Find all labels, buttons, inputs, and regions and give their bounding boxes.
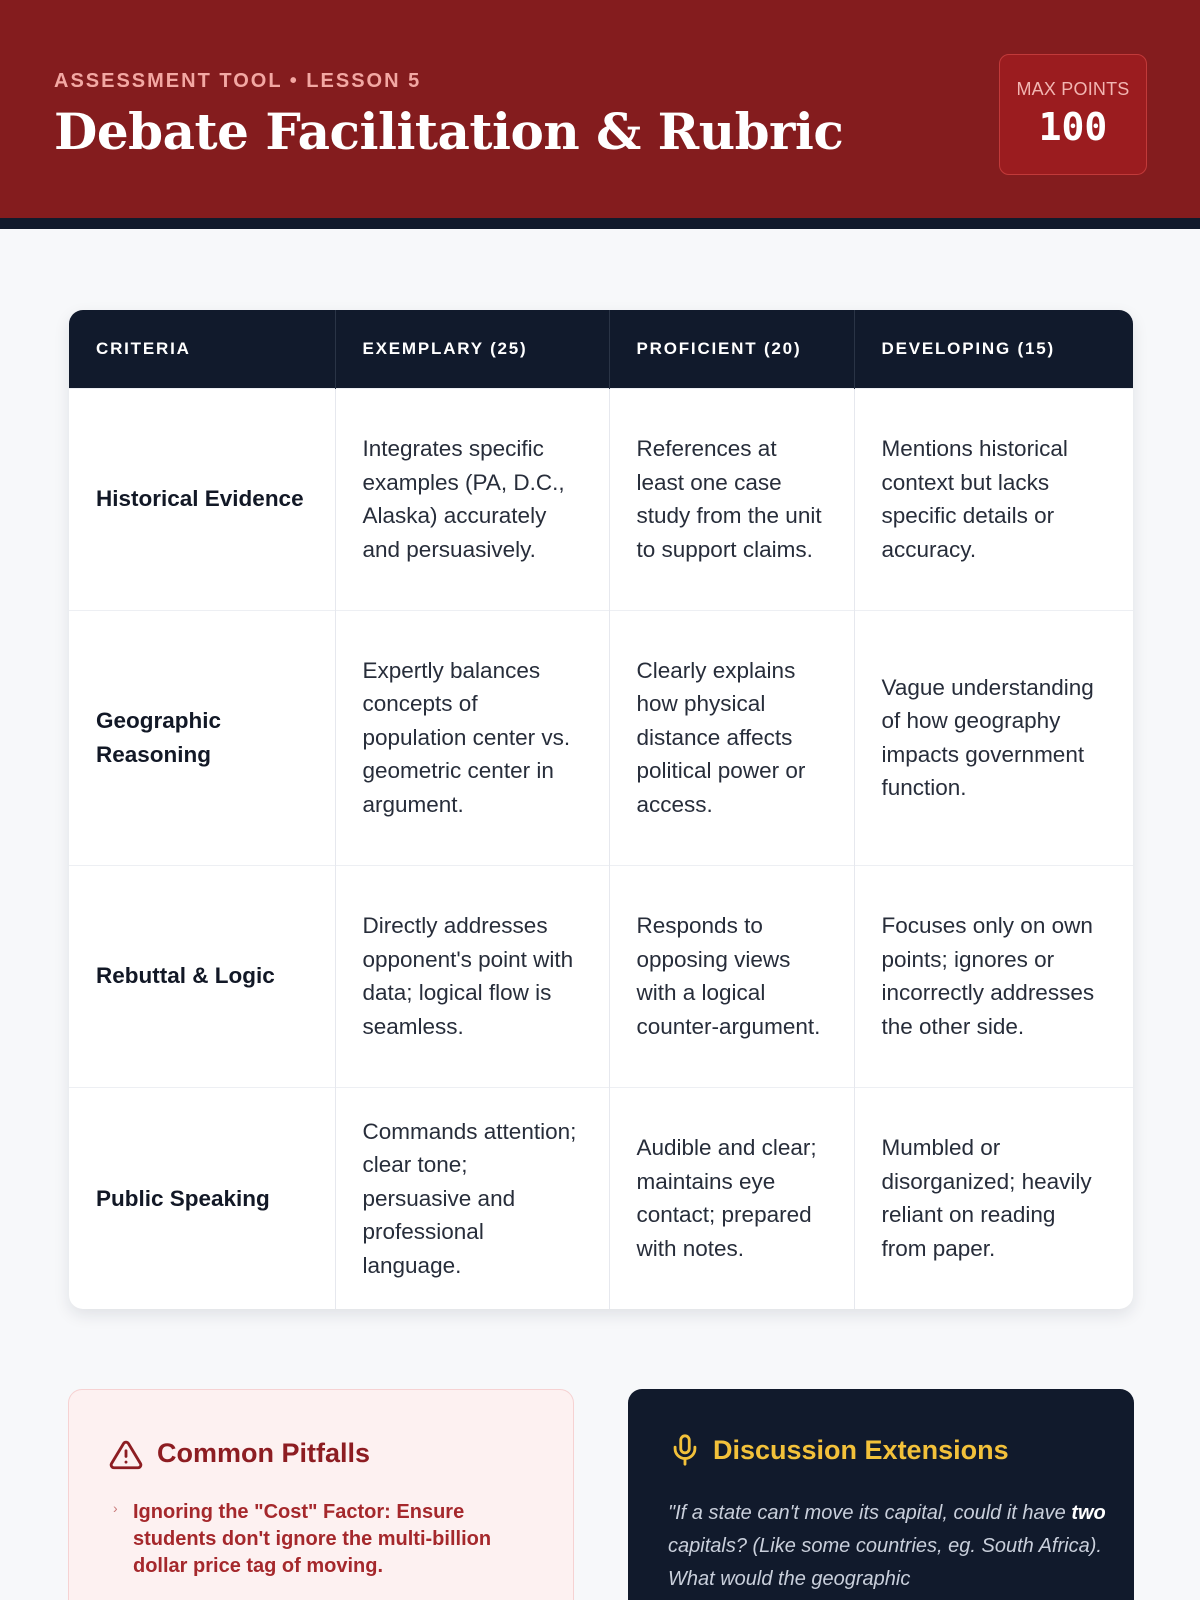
- max-points-label: MAX POINTS: [1016, 79, 1130, 99]
- rubric-row: [69, 610, 1133, 865]
- column-header-developing: DEVELOPING (15): [881, 338, 1055, 358]
- column-header-criteria: CRITERIA: [69, 310, 335, 388]
- criteria-cell: Rebuttal & Logic: [69, 865, 335, 1087]
- common-pitfalls-card: [68, 1389, 574, 1600]
- criteria-cell: Public Speaking: [69, 1087, 335, 1309]
- page-header: [0, 0, 1200, 229]
- warning-triangle-icon: [109, 1438, 143, 1472]
- quote-text-after: capitals? (Like some countries, eg. South Africa). What would the geographic: [668, 1535, 1102, 1590]
- criteria-cell: Geographic Reasoning: [69, 610, 335, 865]
- microphone-icon: [668, 1433, 702, 1467]
- exemplary-cell: Directly addresses opponent's point with data; logical flow is seamless.: [335, 865, 609, 1087]
- exemplary-cell: Integrates specific examples (PA, D.C., Alaska) accurately and persuasively.: [335, 388, 609, 610]
- pitfall-item: [113, 1499, 533, 1580]
- proficient-cell: Audible and clear; maintains eye contact; prepared with notes.: [609, 1087, 854, 1309]
- rubric-row: [69, 1087, 1133, 1309]
- developing-cell: Mumbled or disorganized; heavily reliant on reading from paper.: [854, 1087, 1133, 1309]
- proficient-cell: References at least one case study from the unit to support claims.: [609, 388, 854, 610]
- rubric-table-card: [69, 310, 1133, 1309]
- max-points-badge: [999, 54, 1147, 175]
- quote-text-before: "If a state can't move its capital, could it have: [668, 1502, 1072, 1524]
- page-title: Debate Facilitation & Rubric: [54, 102, 844, 161]
- quote-emphasis: two: [1071, 1502, 1106, 1524]
- rubric-table: [69, 310, 1133, 1309]
- chevron-right-icon: ›: [113, 1500, 118, 1516]
- pitfall-text: Ignoring the "Cost" Factor: Ensure students don't ignore the multi-billion dollar price tag of moving.: [133, 1501, 492, 1577]
- column-header-proficient: PROFICIENT (20): [609, 310, 854, 388]
- discussion-extensions-card: [628, 1389, 1134, 1600]
- eyebrow-label: ASSESSMENT TOOL • LESSON 5: [54, 70, 422, 92]
- exemplary-cell: Expertly balances concepts of population center vs. geometric center in argument.: [335, 610, 609, 865]
- extensions-title: Discussion Extensions: [713, 1435, 1009, 1465]
- criteria-cell: Historical Evidence: [69, 388, 335, 610]
- rubric-header-row: [69, 310, 1133, 388]
- developing-cell: Mentions historical context but lacks specific details or accuracy.: [854, 388, 1133, 610]
- pitfalls-title: Common Pitfalls: [157, 1438, 371, 1468]
- rubric-row: [69, 388, 1133, 610]
- discussion-quote: [668, 1497, 1108, 1596]
- exemplary-cell: Commands attention; clear tone; persuasive and professional language.: [335, 1087, 609, 1309]
- column-header-exemplary: EXEMPLARY (25): [335, 310, 609, 388]
- developing-cell: Focuses only on own points; ignores or incorrectly addresses the other side.: [854, 865, 1133, 1087]
- proficient-cell: Responds to opposing views with a logical counter-argument.: [609, 865, 854, 1087]
- rubric-row: [69, 865, 1133, 1087]
- max-points-value: 100: [1038, 105, 1108, 149]
- developing-cell: Vague understanding of how geography impacts government function.: [854, 610, 1133, 865]
- proficient-cell: Clearly explains how physical distance affects political power or access.: [609, 610, 854, 865]
